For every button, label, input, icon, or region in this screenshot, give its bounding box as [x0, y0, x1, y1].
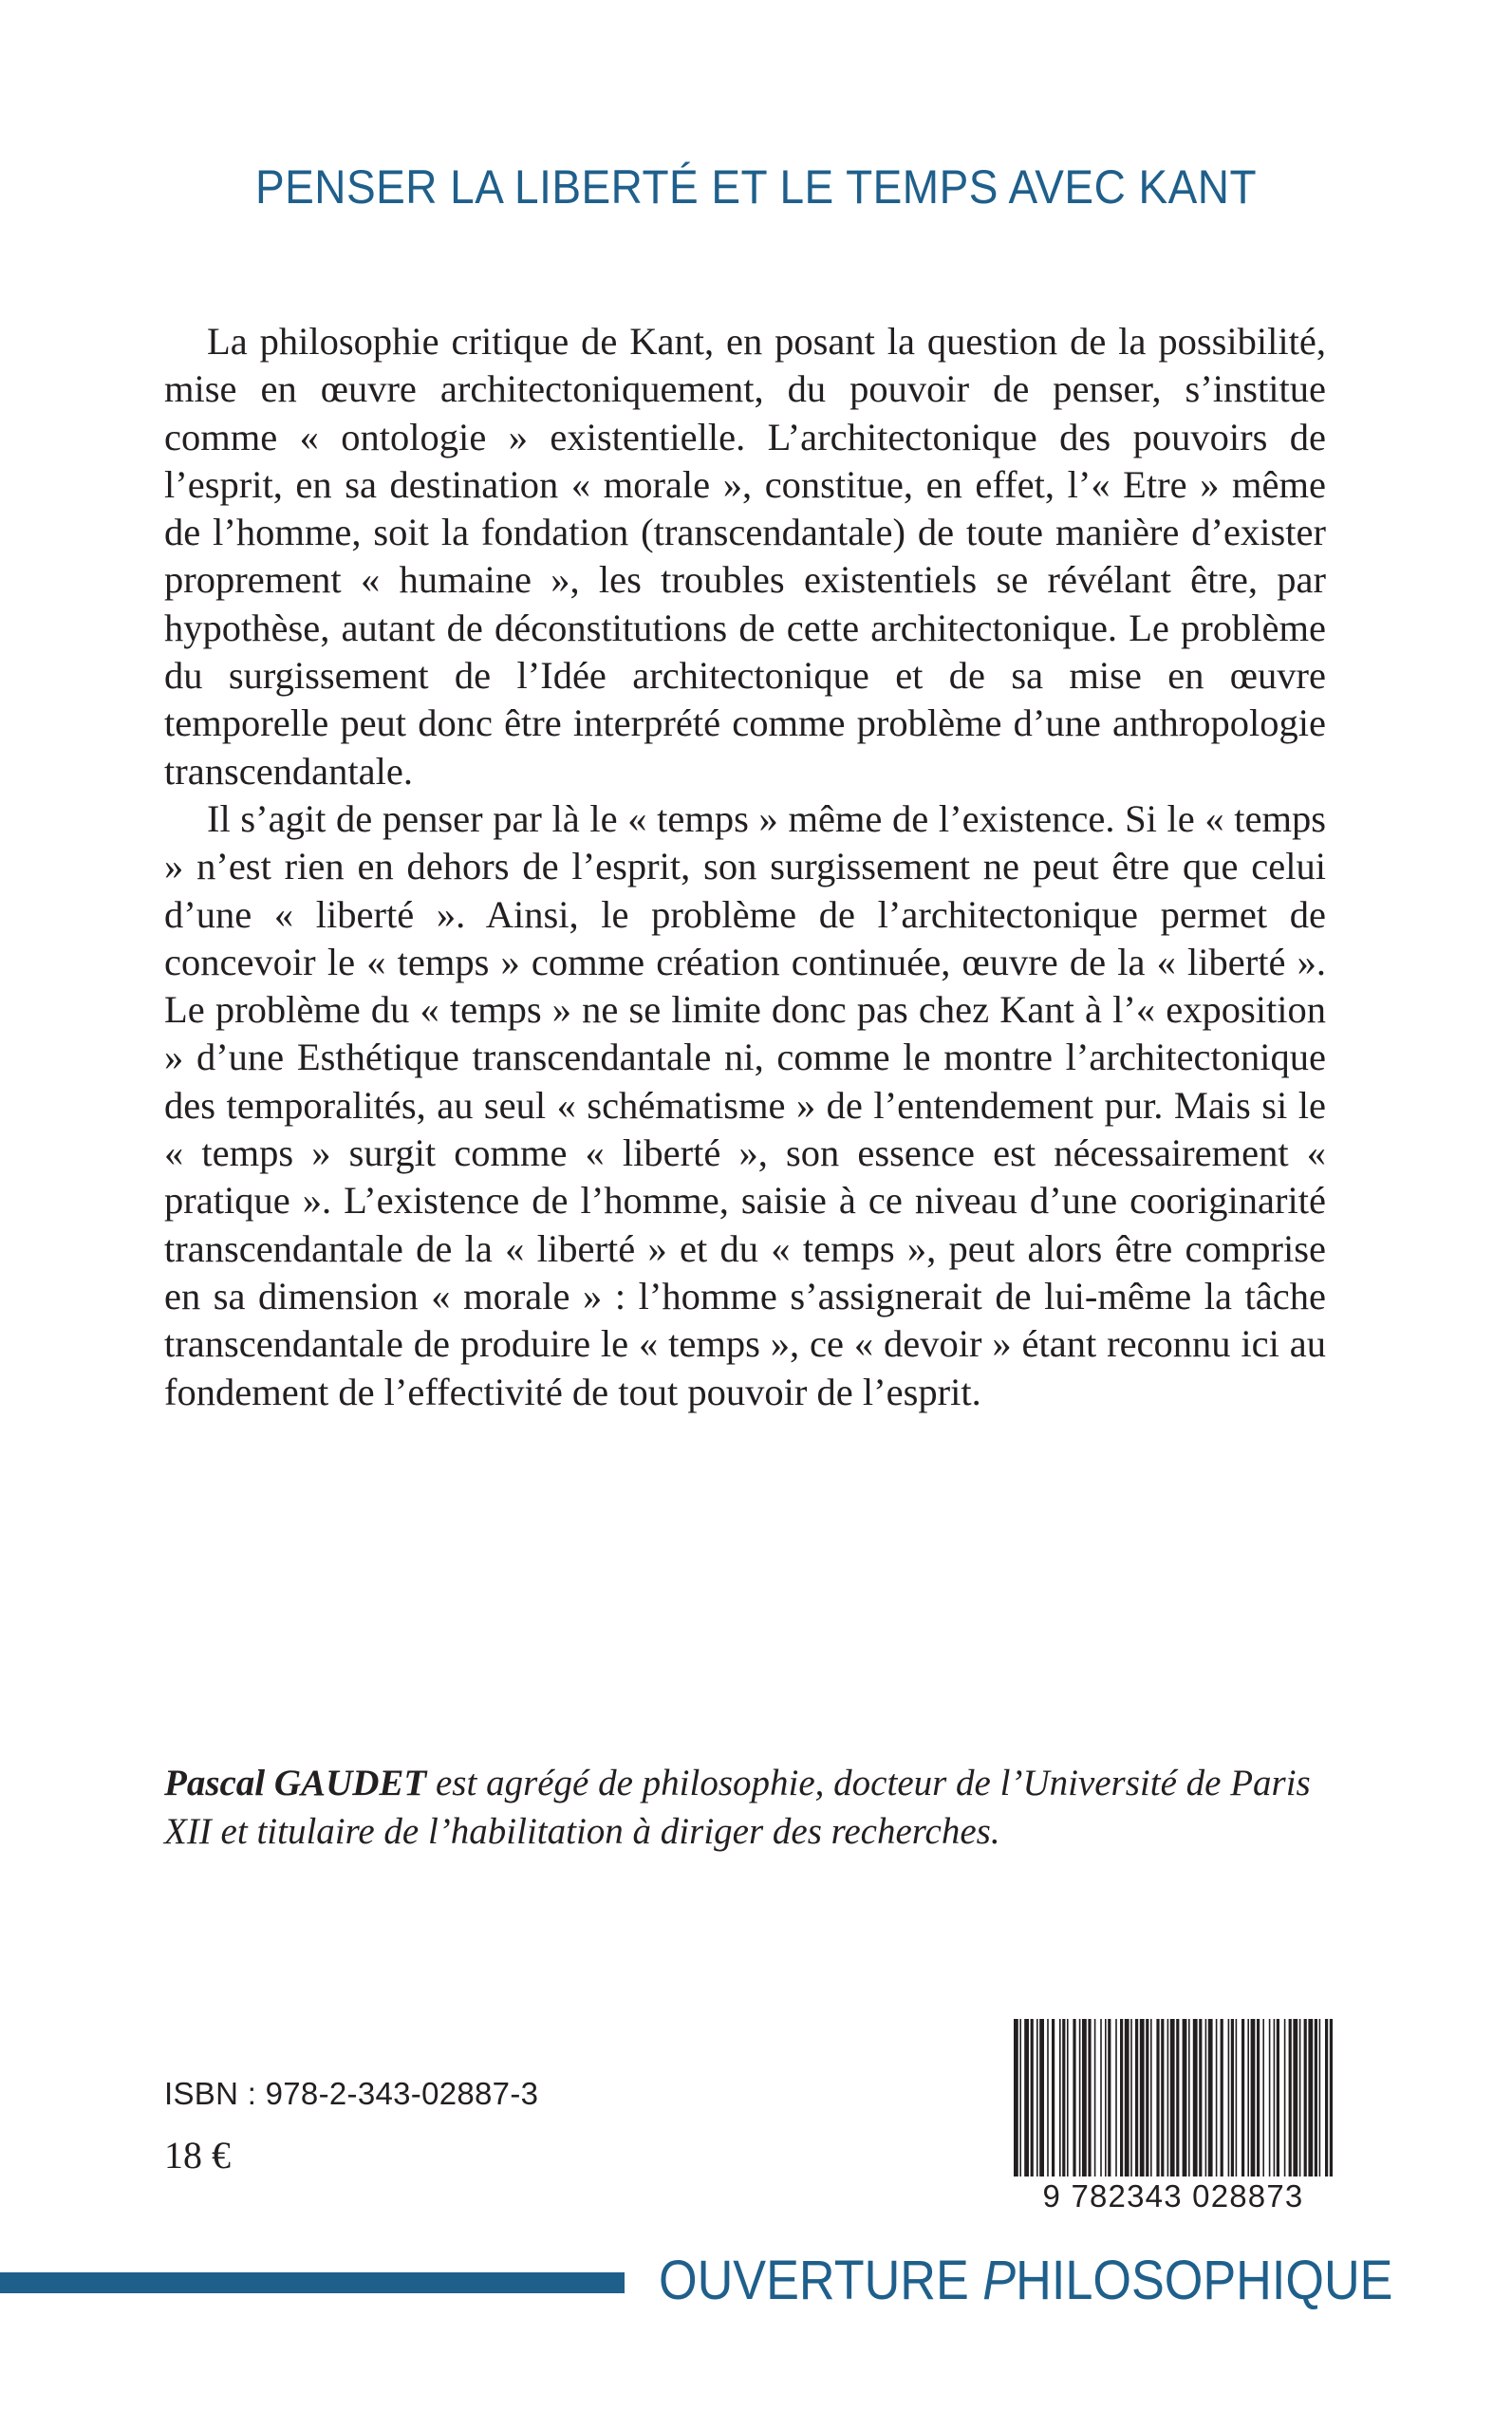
- barcode-bars-icon: [1012, 2019, 1335, 2176]
- price: 18 €: [164, 2134, 231, 2176]
- series-name-part-2: HILOSOPHIQUE: [1016, 2250, 1393, 2311]
- series-name: [659, 2249, 1393, 2312]
- back-cover-summary: [164, 318, 1326, 1416]
- author-name: Pascal GAUDET: [164, 1763, 427, 1803]
- barcode: [1012, 2019, 1335, 2218]
- summary-paragraph-1: La philosophie critique de Kant, en posant la question de la possibilité, mise en œuvre architectoniquement, du pouvoir de penser, s’institue comme « ontologie » existentielle. L’architectonique des pouvoirs de l’esprit, en sa destination « morale », constitue, en effet, l’« Etre » même de l’homme, soit la fondation (transcendantale) de toute manière d’exister proprement « humaine », les troubles existentiels se révélant être, par hypothèse, autant de déconstitutions de cette architectonique. Le problème du surgissement de l’Idée architectonique et de sa mise en œuvre temporelle peut donc être interprété comme problème d’une anthropologie transcendantale.: [164, 320, 1326, 793]
- author-biography: [164, 1759, 1360, 1856]
- series-name-part-1: OUVERTURE: [659, 2250, 983, 2311]
- barcode-digits: 9 782343 028873: [1042, 2178, 1304, 2214]
- isbn-number: ISBN : 978-2-343-02887-3: [164, 2076, 539, 2111]
- series-color-bar: [0, 2272, 625, 2293]
- book-title: PENSER LA LIBERTÉ ET LE TEMPS AVEC KANT: [254, 160, 1258, 214]
- series-name-italic-letter: P: [982, 2250, 1017, 2311]
- author-bio-text: est agrégé de philosophie, docteur de l’Université de Paris XII et titulaire de l’habilitation à diriger des recherches.: [164, 1763, 1311, 1852]
- summary-paragraph-2: Il s’agit de penser par là le « temps » même de l’existence. Si le « temps » n’est rien en dehors de l’esprit, son surgissement ne peut être que celui d’une « liberté ». Ainsi, le problème de l’architectonique permet de concevoir le « temps » comme création continuée, œuvre de la « liberté ». Le problème du « temps » ne se limite donc pas chez Kant à l’« exposition » d’une Esthétique transcendantale ni, comme le montre l’architectonique des temporalités, au seul « schématisme » de l’entendement pur. Mais si le « temps » surgit comme « liberté », son essence est nécessairement « pratique ». L’existence de l’homme, saisie à ce niveau d’une cooriginarité transcendantale de la « liberté » et du « temps », peut alors être comprise en sa dimension « morale » : l’homme s’assignerait de lui-même la tâche transcendantale de produire le « temps », ce « devoir » étant reconnu ici au fondement de l’effectivité de tout pouvoir de l’esprit.: [164, 796, 1326, 1413]
